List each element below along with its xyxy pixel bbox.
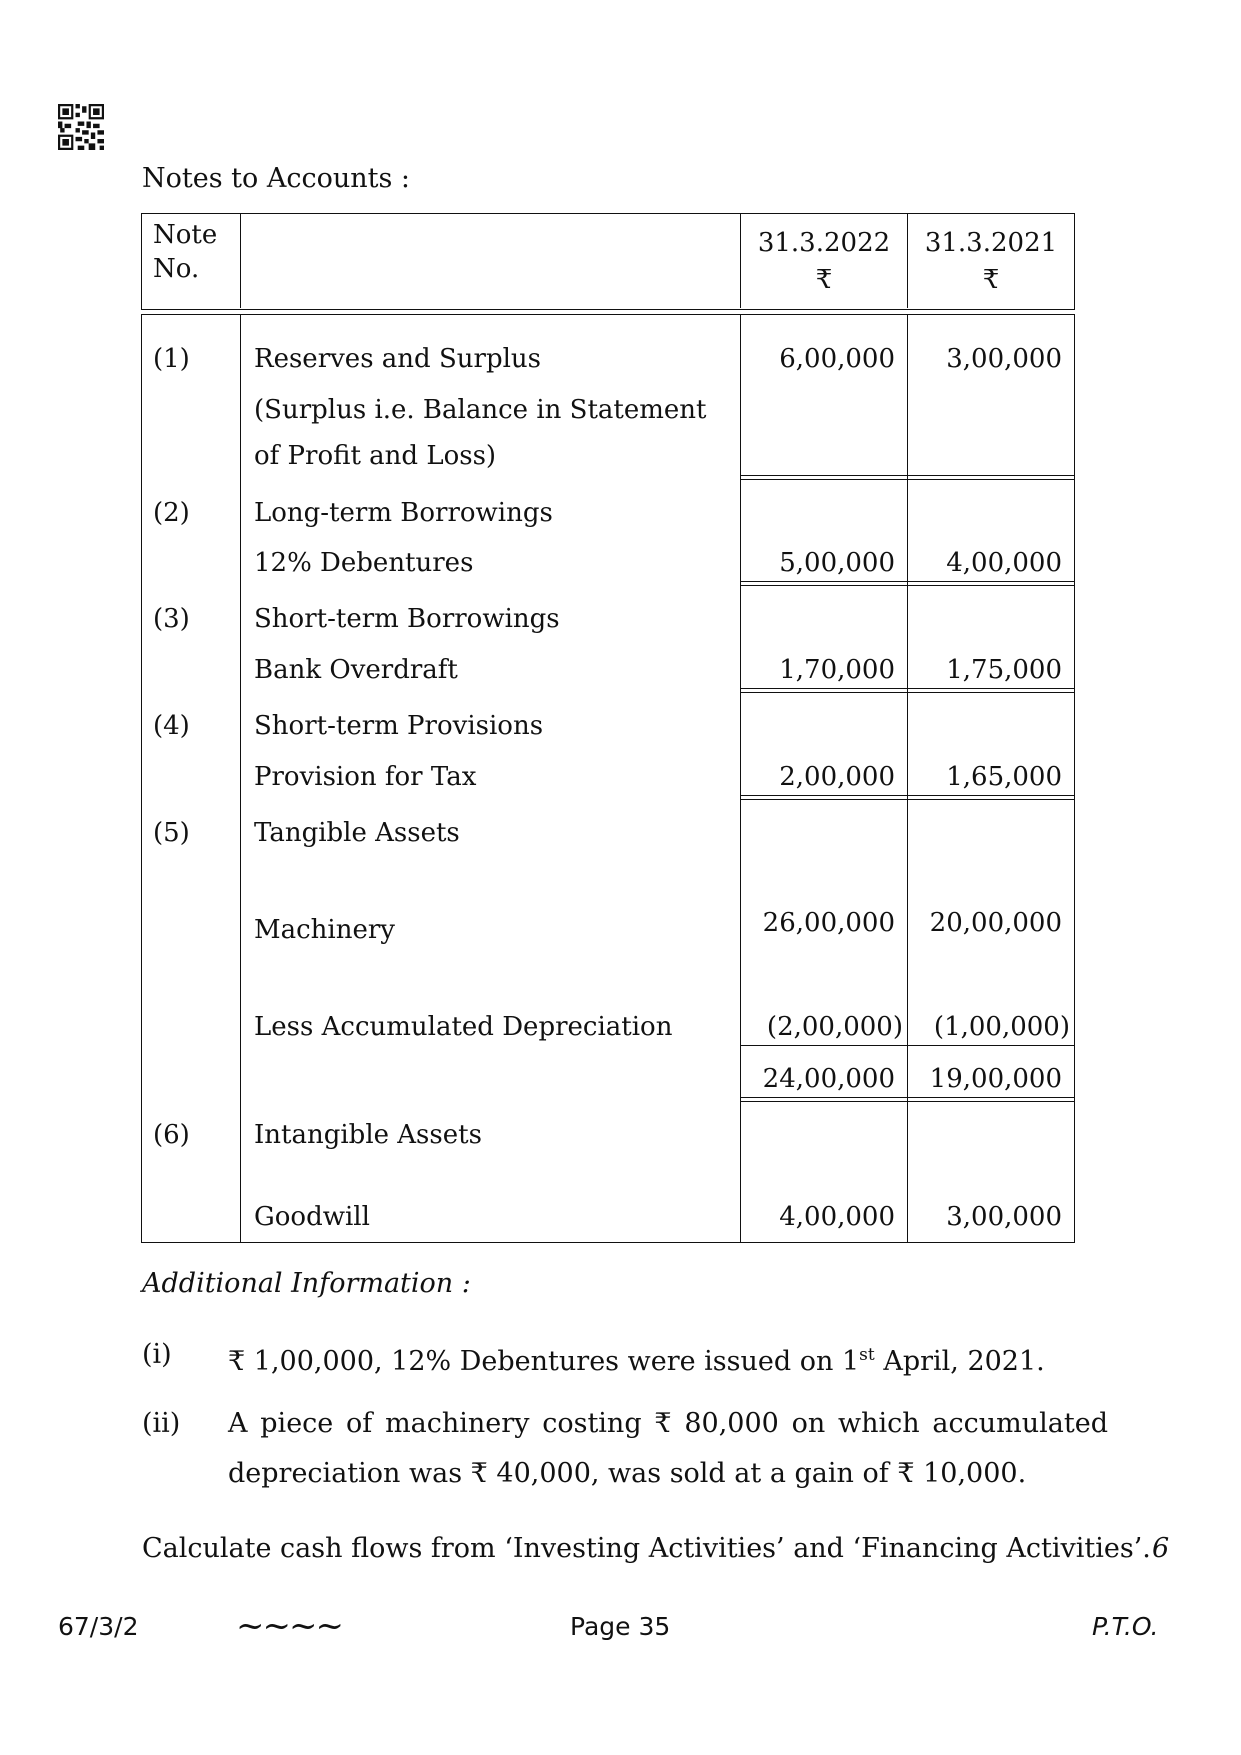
info-marker-i: (i)	[142, 1339, 172, 1370]
row-subtext: Goodwill	[254, 1202, 370, 1232]
qr-code	[58, 104, 104, 150]
info-item-i-text: 1,00,000, 12% Debentures were issued on 1	[253, 1346, 860, 1377]
value-2022: 6,00,000	[779, 344, 895, 374]
row-subtext: (Surplus i.e. Balance in Statement	[254, 395, 707, 425]
row-subtext: 12% Debentures	[254, 548, 474, 578]
question-marks: 6	[1152, 1533, 1170, 1564]
rule-6	[740, 1097, 1074, 1102]
row-subtext: Provision for Tax	[254, 762, 477, 792]
net-value-2021: 19,00,000	[929, 1064, 1062, 1094]
pto-mark: P.T.O.	[1092, 1612, 1159, 1641]
superscript: st	[859, 1345, 875, 1365]
value-2021: 1,75,000	[946, 655, 1062, 685]
header-currency-2021: ₹	[982, 265, 1000, 295]
col-divider-1	[240, 213, 241, 308]
row-title: Short-term Provisions	[254, 711, 544, 741]
question-text: Calculate cash flows from ‘Investing Activities’ and ‘Financing Activities’.	[142, 1533, 1151, 1564]
row-title: Long-term Borrowings	[254, 498, 553, 528]
info-item-ii-line2: depreciation was ₹ 40,000, was sold at a gain of ₹ 10,000.	[228, 1458, 1027, 1489]
rule-3	[740, 688, 1074, 693]
note-no: (5)	[153, 818, 190, 848]
info-item-i-date: April, 2021.	[883, 1346, 1045, 1377]
notes-heading: Notes to Accounts :	[142, 163, 410, 194]
row-title: Intangible Assets	[254, 1120, 482, 1150]
rule-1	[740, 475, 1074, 480]
squiggle-mark: ~~~~	[236, 1606, 342, 1646]
note-no: (3)	[153, 604, 190, 634]
row-title: Short-term Borrowings	[254, 604, 560, 634]
note-no: (6)	[153, 1120, 190, 1150]
info-marker-ii: (ii)	[142, 1408, 181, 1439]
note-no: (1)	[153, 344, 190, 374]
row-subtext: Machinery	[254, 915, 395, 945]
value-2021: 3,00,000	[946, 1202, 1062, 1232]
rule-2	[740, 581, 1074, 586]
row-subtext: of Profit and Loss)	[254, 441, 497, 471]
value-2021: 1,65,000	[946, 762, 1062, 792]
row-subtext: Less Accumulated Depreciation	[254, 1012, 673, 1042]
value-2022: 26,00,000	[762, 908, 895, 938]
row-title: Reserves and Surplus	[254, 344, 541, 374]
row-title: Tangible Assets	[254, 818, 460, 848]
col-divider-1b	[240, 314, 241, 1242]
row-subtext: Bank Overdraft	[254, 655, 458, 685]
header-note-no: Note No.	[153, 220, 218, 284]
value-2022: 4,00,000	[779, 1202, 895, 1232]
additional-info-title: Additional Information :	[142, 1268, 471, 1299]
value-2022: 5,00,000	[779, 548, 895, 578]
value-2021: 3,00,000	[946, 344, 1062, 374]
rule-4	[740, 795, 1074, 800]
rule-5	[740, 1045, 1074, 1046]
rupee-symbol: ₹	[228, 1346, 246, 1377]
info-item-ii-line1: A piece of machinery costing ₹ 80,000 on which accumulated	[228, 1408, 1108, 1439]
value-2021: 20,00,000	[929, 908, 1062, 938]
page-number: Page 35	[570, 1612, 671, 1641]
depreciation-2022: (2,00,000)	[766, 1012, 903, 1042]
paper-code: 67/3/2	[58, 1612, 139, 1641]
note-no: (4)	[153, 711, 190, 741]
notes-table	[141, 213, 1076, 1244]
info-item-i	[228, 1330, 1045, 1387]
header-col-2022: 31.3.2022	[757, 228, 891, 258]
value-2021: 4,00,000	[946, 548, 1062, 578]
value-2022: 2,00,000	[779, 762, 895, 792]
depreciation-2021: (1,00,000)	[933, 1012, 1070, 1042]
net-value-2022: 24,00,000	[762, 1064, 895, 1094]
note-no: (2)	[153, 498, 190, 528]
header-col-2021: 31.3.2021	[924, 228, 1058, 258]
value-2022: 1,70,000	[779, 655, 895, 685]
header-currency-2022: ₹	[815, 265, 833, 295]
